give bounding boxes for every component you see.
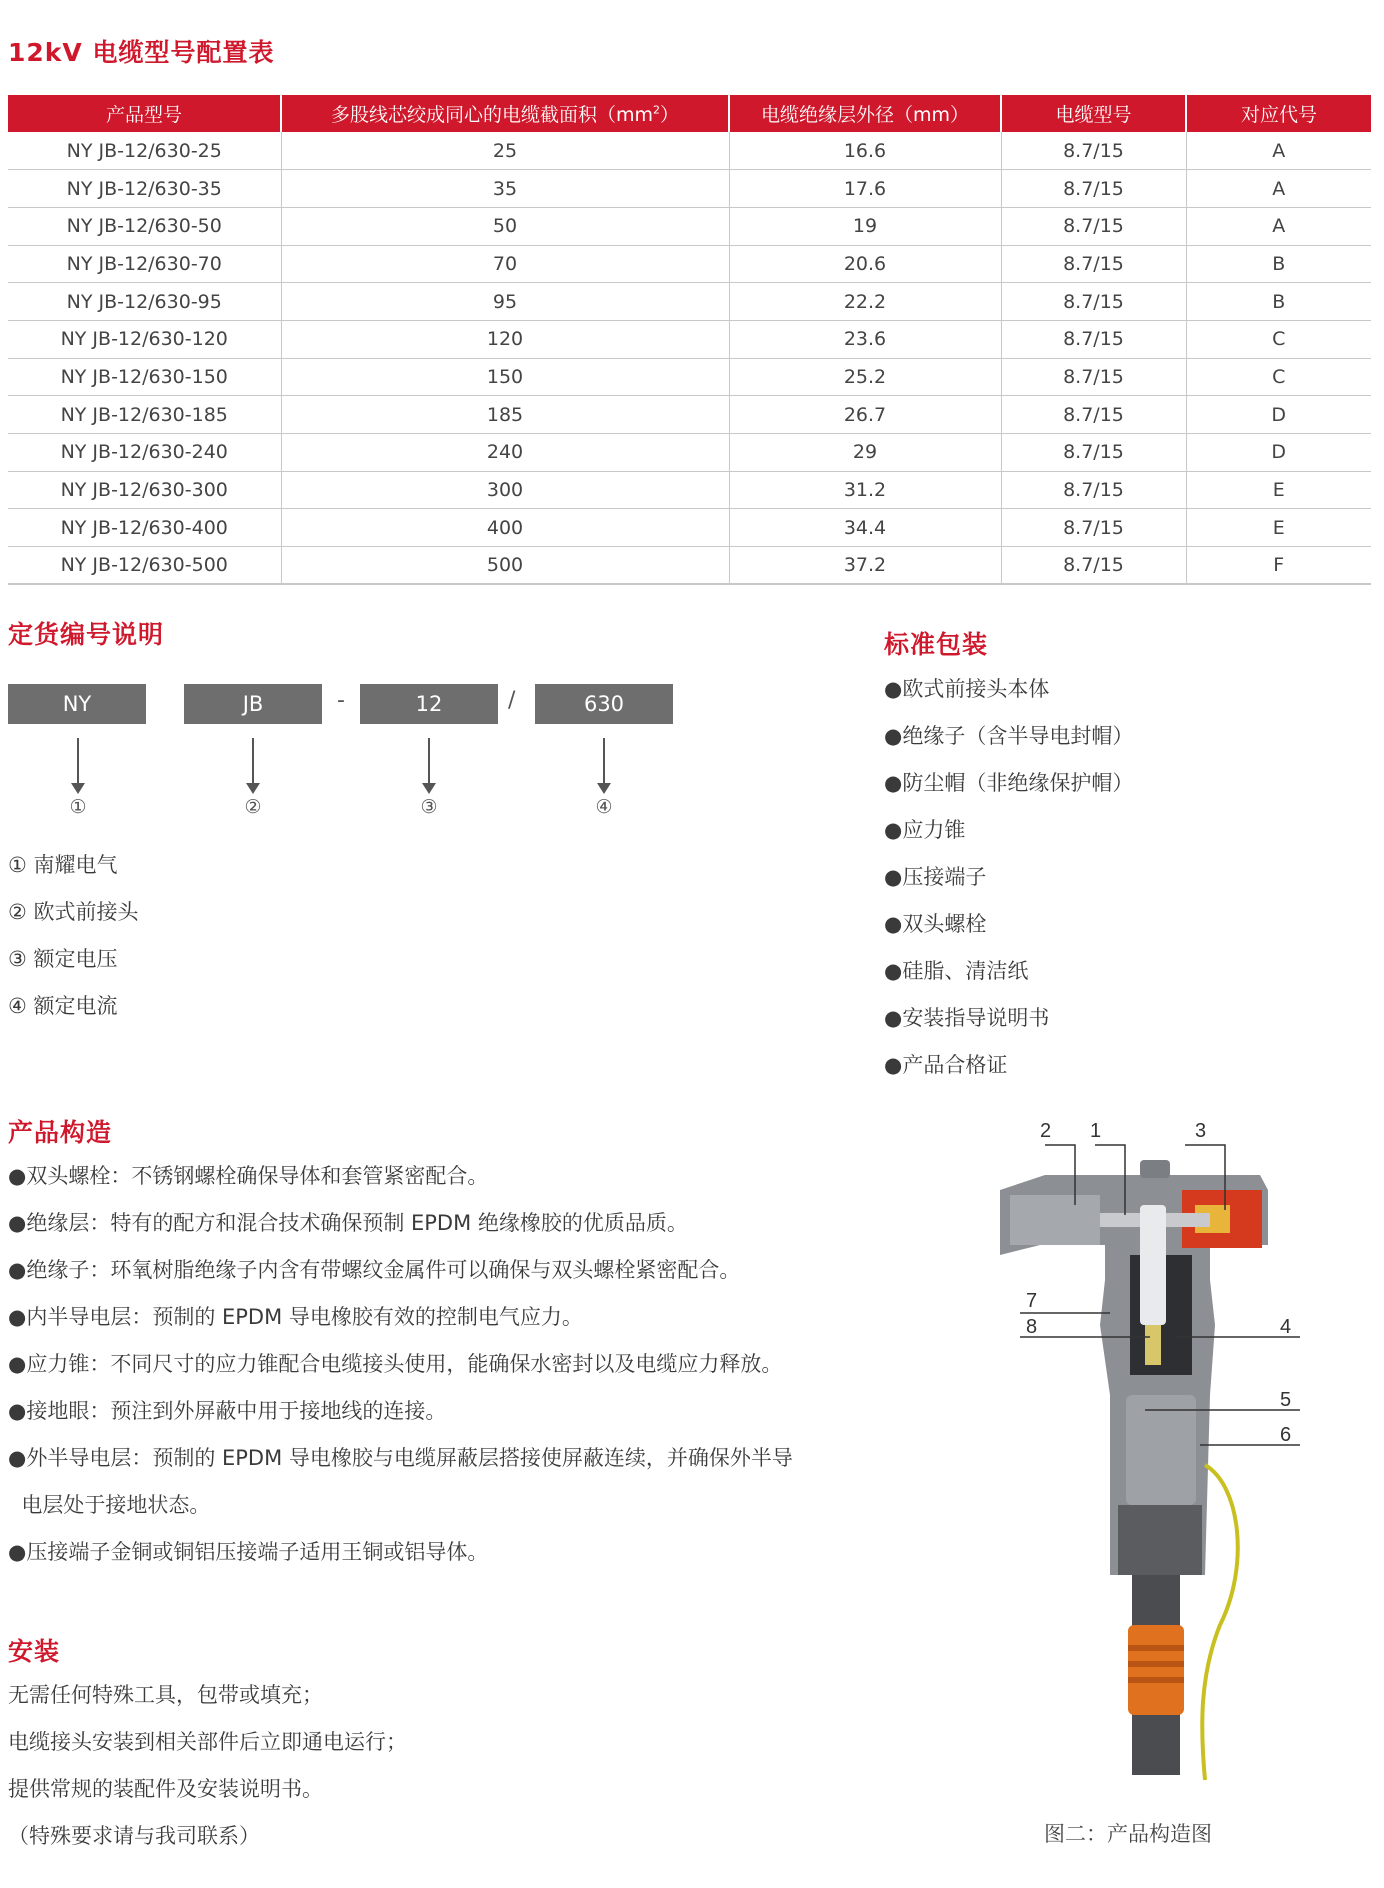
table-row bbox=[8, 320, 1371, 358]
diagram-caption: 图二：产品构造图 bbox=[1044, 1822, 1212, 1846]
table-cell: NY JB-12/630-50 bbox=[8, 207, 281, 245]
marker-4: ④ bbox=[595, 796, 613, 818]
packaging-item: ●应力锥 bbox=[884, 818, 966, 842]
code-box-jb: JB bbox=[184, 684, 322, 724]
packaging-item: ●防尘帽（非绝缘保护帽） bbox=[884, 771, 1134, 795]
table-row bbox=[8, 434, 1371, 472]
table-row bbox=[8, 471, 1371, 509]
table-cell: 8.7/15 bbox=[1001, 245, 1186, 283]
body-top-boss bbox=[1140, 1160, 1170, 1178]
construction-item: ●绝缘子：环氧树脂绝缘子内含有带螺纹金属件可以确保与双头螺栓紧密配合。 bbox=[8, 1258, 741, 1282]
install-title: 安装 bbox=[8, 1637, 61, 1666]
install-item: 电缆接头安装到相关部件后立即通电运行； bbox=[8, 1730, 407, 1754]
construction-item: ●绝缘层：特有的配方和混合技术确保预制 EPDM 绝缘橡胶的优质品质。 bbox=[8, 1211, 688, 1235]
code-box-12: 12 bbox=[360, 684, 498, 724]
header-model: 产品型号 bbox=[8, 95, 281, 132]
table-cell: 8.7/15 bbox=[1001, 509, 1186, 547]
packaging-item: ●绝缘子（含半导电封帽） bbox=[884, 724, 1134, 748]
arrow-down-icon bbox=[77, 738, 79, 784]
table-cell: NY JB-12/630-150 bbox=[8, 358, 281, 396]
table-cell: C bbox=[1186, 358, 1371, 396]
order-title: 定货编号说明 bbox=[8, 620, 165, 649]
table-cell: E bbox=[1186, 509, 1371, 547]
table-row bbox=[8, 245, 1371, 283]
table-cell: NY JB-12/630-70 bbox=[8, 245, 281, 283]
cable-spec-table bbox=[8, 95, 1371, 585]
packaging-item: ●硅脂、清洁纸 bbox=[884, 959, 1029, 983]
marker-2: ② bbox=[244, 796, 262, 818]
table-cell: 500 bbox=[281, 547, 729, 585]
table-cell: NY JB-12/630-95 bbox=[8, 283, 281, 321]
table-cell: B bbox=[1186, 245, 1371, 283]
table-cell: 17.6 bbox=[729, 170, 1001, 208]
ground-wire bbox=[1202, 1465, 1238, 1780]
table-cell: 26.7 bbox=[729, 396, 1001, 434]
table-cell: 31.2 bbox=[729, 471, 1001, 509]
table-cell: 8.7/15 bbox=[1001, 358, 1186, 396]
order-legend-item: ③ 额定电压 bbox=[8, 947, 118, 971]
construction-item: ●应力锥：不同尺寸的应力锥配合电缆接头使用，能确保水密封以及电缆应力释放。 bbox=[8, 1352, 783, 1376]
table-cell: A bbox=[1186, 170, 1371, 208]
code-box-630: 630 bbox=[535, 684, 673, 724]
label-8: 8 bbox=[1026, 1316, 1038, 1338]
table-cell: 70 bbox=[281, 245, 729, 283]
table-row bbox=[8, 283, 1371, 321]
table-cell: NY JB-12/630-300 bbox=[8, 471, 281, 509]
table-cell: 8.7/15 bbox=[1001, 170, 1186, 208]
order-legend-item: ④ 额定电流 bbox=[8, 994, 118, 1018]
table-cell: NY JB-12/630-35 bbox=[8, 170, 281, 208]
label-7: 7 bbox=[1026, 1290, 1038, 1312]
table-cell: 37.2 bbox=[729, 547, 1001, 585]
marker-1: ① bbox=[69, 796, 87, 818]
table-cell: 25 bbox=[281, 132, 729, 170]
table-cell: 8.7/15 bbox=[1001, 283, 1186, 321]
table-row bbox=[8, 207, 1371, 245]
header-cross-section: 多股线芯绞成同心的电缆截面积$(mm^2)$ bbox=[281, 95, 729, 132]
install-item: （特殊要求请与我司联系） bbox=[8, 1824, 260, 1848]
table-cell: 240 bbox=[281, 434, 729, 472]
table-cell: 300 bbox=[281, 471, 729, 509]
packaging-title: 标准包装 bbox=[884, 630, 989, 659]
label-5: 5 bbox=[1280, 1389, 1292, 1411]
table-row bbox=[8, 132, 1371, 170]
table-cell: D bbox=[1186, 396, 1371, 434]
table-cell: E bbox=[1186, 471, 1371, 509]
table-cell: B bbox=[1186, 283, 1371, 321]
install-item: 提供常规的装配件及安装说明书。 bbox=[8, 1777, 323, 1801]
separator-slash: / bbox=[508, 688, 516, 713]
packaging-item: ●产品合格证 bbox=[884, 1053, 1008, 1077]
table-cell: 29 bbox=[729, 434, 1001, 472]
table-cell: 22.2 bbox=[729, 283, 1001, 321]
install-item: 无需任何特殊工具，包带或填充； bbox=[8, 1683, 323, 1707]
table-row bbox=[8, 358, 1371, 396]
construction-item: ●外半导电层：预制的 EPDM 导电橡胶与电缆屏蔽层搭接使屏蔽连续，并确保外半导 bbox=[8, 1446, 793, 1470]
table-cell: NY JB-12/630-240 bbox=[8, 434, 281, 472]
code-box-ny: NY bbox=[8, 684, 146, 724]
packaging-item: ●欧式前接头本体 bbox=[884, 677, 1050, 701]
table-cell: 16.6 bbox=[729, 132, 1001, 170]
construction-item: ●接地眼：预注到外屏蔽中用于接地线的连接。 bbox=[8, 1399, 447, 1423]
table-cell: 185 bbox=[281, 396, 729, 434]
packaging-item: ●双头螺栓 bbox=[884, 912, 987, 936]
order-legend-item: ② 欧式前接头 bbox=[8, 900, 139, 924]
packaging-item: ●压接端子 bbox=[884, 865, 987, 889]
table-cell: 8.7/15 bbox=[1001, 547, 1186, 585]
header-code: 对应代号 bbox=[1186, 95, 1371, 132]
construction-item: ●压接端子金铜或铜铝压接端子适用王铜或铝导体。 bbox=[8, 1540, 489, 1564]
table-cell: 8.7/15 bbox=[1001, 320, 1186, 358]
order-legend-item: ① 南耀电气 bbox=[8, 853, 118, 877]
stress-cone bbox=[1126, 1395, 1196, 1505]
arrow-down-icon bbox=[603, 738, 605, 784]
packaging-item: ●安装指导说明书 bbox=[884, 1006, 1050, 1030]
arrow-down-icon bbox=[252, 738, 254, 784]
sleeve-stripes bbox=[1128, 1645, 1184, 1683]
table-cell: 25.2 bbox=[729, 358, 1001, 396]
table-cell: NY JB-12/630-120 bbox=[8, 320, 281, 358]
crimp-terminal bbox=[1145, 1325, 1161, 1365]
label-4: 4 bbox=[1280, 1316, 1292, 1338]
table-row bbox=[8, 547, 1371, 585]
table-cell: A bbox=[1186, 207, 1371, 245]
table-cell: 35 bbox=[281, 170, 729, 208]
table-cell: 8.7/15 bbox=[1001, 471, 1186, 509]
table-cell: 8.7/15 bbox=[1001, 207, 1186, 245]
table-header-row bbox=[8, 95, 1371, 132]
table-cell: 400 bbox=[281, 509, 729, 547]
table-cell: 23.6 bbox=[729, 320, 1001, 358]
table-row bbox=[8, 170, 1371, 208]
separator-dash: - bbox=[337, 688, 345, 713]
table-cell: C bbox=[1186, 320, 1371, 358]
table-cell: 95 bbox=[281, 283, 729, 321]
label-1: 1 bbox=[1090, 1120, 1102, 1142]
table-cell: 34.4 bbox=[729, 509, 1001, 547]
table-cell: D bbox=[1186, 434, 1371, 472]
stress-cone-sleeve bbox=[1128, 1625, 1184, 1715]
product-structure-diagram bbox=[1000, 1105, 1320, 1795]
table-cell: NY JB-12/630-25 bbox=[8, 132, 281, 170]
construction-title: 产品构造 bbox=[8, 1118, 113, 1147]
page-title: 12kV 电缆型号配置表 bbox=[8, 38, 275, 67]
table-cell: NY JB-12/630-500 bbox=[8, 547, 281, 585]
construction-item: 电层处于接地状态。 bbox=[8, 1493, 211, 1517]
construction-item: ●双头螺栓：不锈钢螺栓确保导体和套管紧密配合。 bbox=[8, 1164, 489, 1188]
header-cable-type: 电缆型号 bbox=[1001, 95, 1186, 132]
outer-semiconductive-band bbox=[1118, 1505, 1202, 1575]
table-row bbox=[8, 509, 1371, 547]
label-2: 2 bbox=[1040, 1120, 1052, 1142]
connector-lug bbox=[1140, 1205, 1166, 1325]
table-cell: 8.7/15 bbox=[1001, 434, 1186, 472]
table-cell: A bbox=[1186, 132, 1371, 170]
arrow-down-icon bbox=[428, 738, 430, 784]
table-cell: 50 bbox=[281, 207, 729, 245]
table-cell: NY JB-12/630-400 bbox=[8, 509, 281, 547]
table-cell: 19 bbox=[729, 207, 1001, 245]
table-cell: 120 bbox=[281, 320, 729, 358]
construction-item: ●内半导电层：预制的 EPDM 导电橡胶有效的控制电气应力。 bbox=[8, 1305, 583, 1329]
table-cell: 8.7/15 bbox=[1001, 396, 1186, 434]
bushing-bore bbox=[1010, 1195, 1100, 1245]
header-insulation-diameter: 电缆绝缘层外径（mm） bbox=[729, 95, 1001, 132]
table-cell: 150 bbox=[281, 358, 729, 396]
label-3: 3 bbox=[1195, 1120, 1207, 1142]
table-cell: NY JB-12/630-185 bbox=[8, 396, 281, 434]
table-row bbox=[8, 396, 1371, 434]
table-cell: F bbox=[1186, 547, 1371, 585]
label-6: 6 bbox=[1280, 1424, 1292, 1446]
table-cell: 20.6 bbox=[729, 245, 1001, 283]
table-cell: 8.7/15 bbox=[1001, 132, 1186, 170]
marker-3: ③ bbox=[420, 796, 438, 818]
